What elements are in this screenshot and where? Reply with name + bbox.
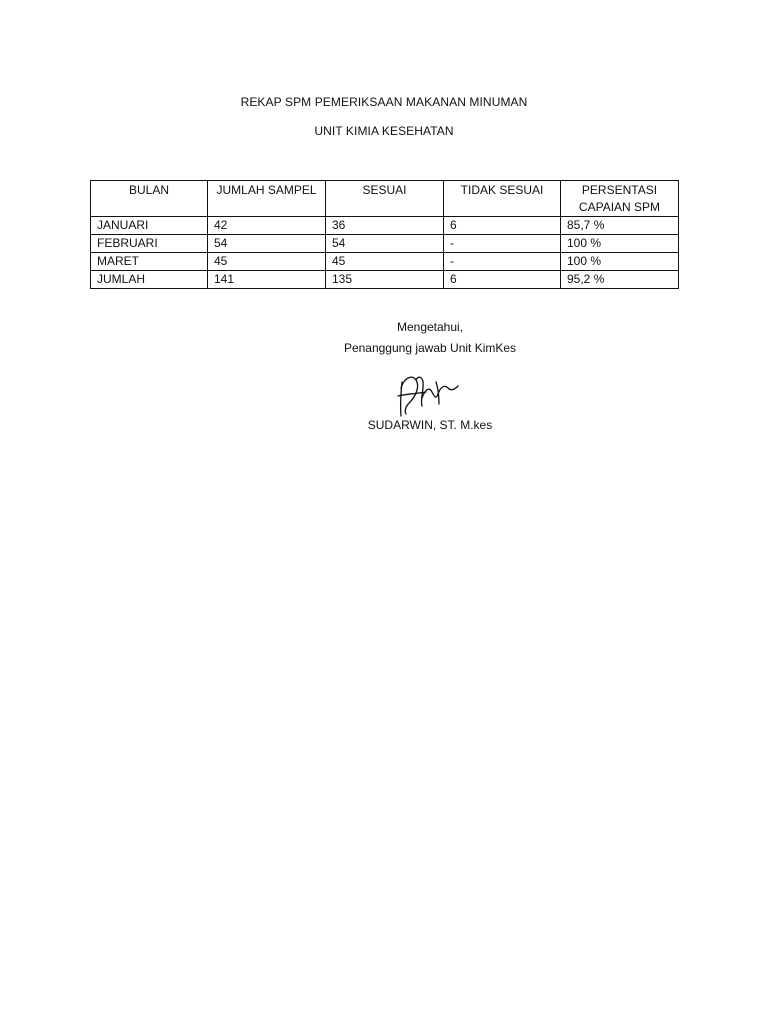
cell-sesuai: 54 xyxy=(326,235,444,253)
document-subtitle: UNIT KIMIA KESEHATAN xyxy=(314,124,454,138)
acknowledged-label: Mengetahui, xyxy=(396,320,464,334)
cell-bulan: JANUARI xyxy=(91,217,208,235)
cell-tidak-sesuai: - xyxy=(444,253,561,271)
header-persentasi-line2: CAPAIAN SPM xyxy=(578,200,661,214)
header-bulan: BULAN xyxy=(91,181,208,217)
cell-tidak-sesuai: 6 xyxy=(444,217,561,235)
cell-persentasi: 100 % xyxy=(561,253,679,271)
header-persentasi-line1: PERSENTASI xyxy=(581,183,658,197)
cell-persentasi: 85,7 % xyxy=(561,217,679,235)
cell-jumlah-sampel: 45 xyxy=(208,253,326,271)
table-header-row xyxy=(91,181,679,217)
cell-bulan: JUMLAH xyxy=(91,271,208,289)
document-title: REKAP SPM PEMERIKSAAN MAKANAN MINUMAN xyxy=(240,95,528,109)
cell-jumlah-sampel: 42 xyxy=(208,217,326,235)
header-sesuai: SESUAI xyxy=(326,181,444,217)
header-persentasi xyxy=(561,181,679,217)
rekap-table xyxy=(90,180,679,289)
cell-jumlah-sampel: 141 xyxy=(208,271,326,289)
cell-sesuai: 45 xyxy=(326,253,444,271)
cell-bulan: MARET xyxy=(91,253,208,271)
cell-sesuai: 135 xyxy=(326,271,444,289)
cell-tidak-sesuai: 6 xyxy=(444,271,561,289)
table-row xyxy=(91,235,679,253)
header-jumlah-sampel: JUMLAH SAMPEL xyxy=(208,181,326,217)
table-row-total xyxy=(91,271,679,289)
table-row xyxy=(91,217,679,235)
cell-bulan: FEBRUARI xyxy=(91,235,208,253)
cell-jumlah-sampel: 54 xyxy=(208,235,326,253)
responsible-label: Penanggung jawab Unit KimKes xyxy=(343,341,517,355)
cell-persentasi: 95,2 % xyxy=(561,271,679,289)
cell-persentasi: 100 % xyxy=(561,235,679,253)
signer-name: SUDARWIN, ST. M.kes xyxy=(367,418,493,432)
cell-sesuai: 36 xyxy=(326,217,444,235)
cell-tidak-sesuai: - xyxy=(444,235,561,253)
handwritten-signature xyxy=(392,372,462,420)
table-row xyxy=(91,253,679,271)
header-tidak-sesuai: TIDAK SESUAI xyxy=(444,181,561,217)
